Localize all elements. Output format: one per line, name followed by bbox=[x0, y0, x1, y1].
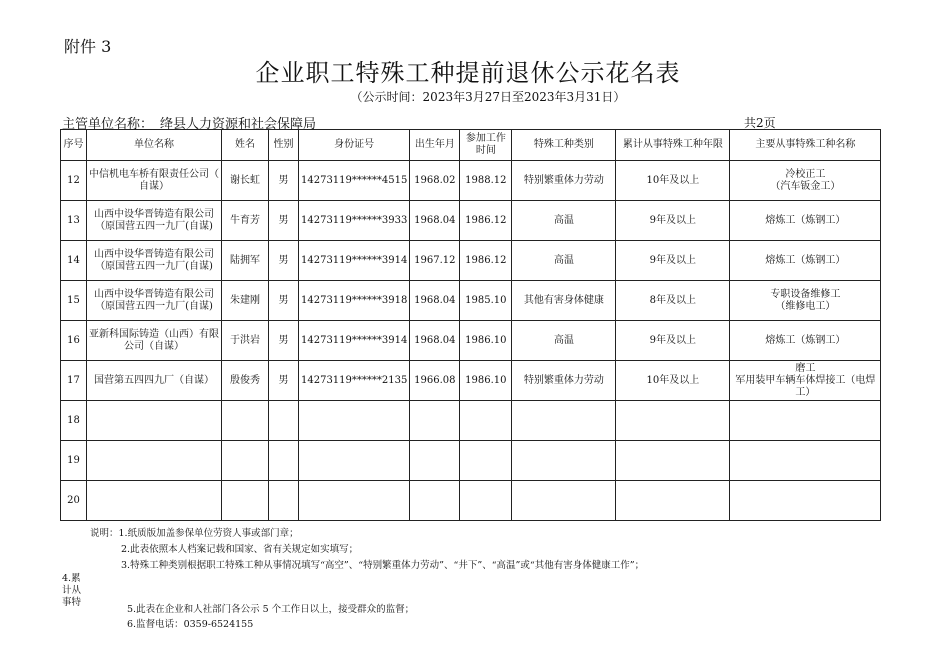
cell-job: 磨工 军用装甲车辆车体焊接工（电焊 工） bbox=[730, 361, 881, 401]
cell-id: 14273119******3914 bbox=[299, 241, 410, 281]
cell-work-start: 1986.12 bbox=[460, 201, 512, 241]
cell-seq: 13 bbox=[61, 201, 87, 241]
note-6: 6.监督电话：0359-6524155 bbox=[127, 619, 254, 630]
cell-unit: 国营第五四四九厂（自谋） bbox=[87, 361, 222, 401]
cell-years: 10年及以上 bbox=[616, 361, 730, 401]
cell-name bbox=[222, 481, 269, 521]
cell-gender bbox=[269, 481, 299, 521]
cell-years: 9年及以上 bbox=[616, 201, 730, 241]
cell-birth bbox=[410, 481, 460, 521]
cell-id bbox=[299, 401, 410, 441]
cell-years bbox=[616, 481, 730, 521]
cell-years: 8年及以上 bbox=[616, 281, 730, 321]
cell-gender: 男 bbox=[269, 281, 299, 321]
cell-unit bbox=[87, 441, 222, 481]
cell-seq: 12 bbox=[61, 161, 87, 201]
table-row bbox=[61, 481, 881, 521]
cell-work-start: 1986.10 bbox=[460, 361, 512, 401]
table-row bbox=[61, 361, 881, 401]
cell-id: 14273119******3918 bbox=[299, 281, 410, 321]
cell-category: 高温 bbox=[512, 321, 616, 361]
col-header-id: 身份证号 bbox=[299, 130, 410, 161]
cell-job bbox=[730, 481, 881, 521]
col-header-birth: 出生年月 bbox=[410, 130, 460, 161]
cell-work-start: 1985.10 bbox=[460, 281, 512, 321]
col-header-job: 主要从事特殊工种名称 bbox=[730, 130, 881, 161]
cell-id: 14273119******2135 bbox=[299, 361, 410, 401]
page-title: 企业职工特殊工种提前退休公示花名表 bbox=[255, 59, 681, 87]
cell-id bbox=[299, 441, 410, 481]
cell-category bbox=[512, 401, 616, 441]
table-row bbox=[61, 161, 881, 201]
cell-gender bbox=[269, 401, 299, 441]
unit-name-label: 主管单位名称： bbox=[62, 117, 154, 132]
col-header-unit: 单位名称 bbox=[87, 130, 222, 161]
cell-birth: 1968.02 bbox=[410, 161, 460, 201]
col-header-work-start: 参加工作 时间 bbox=[460, 130, 512, 161]
cell-category bbox=[512, 441, 616, 481]
cell-work-start bbox=[460, 481, 512, 521]
cell-job: 专职设备维修工 （维修电工） bbox=[730, 281, 881, 321]
cell-job bbox=[730, 401, 881, 441]
cell-birth: 1968.04 bbox=[410, 321, 460, 361]
cell-unit: 山西中设华晋铸造有限公司 （原国营五四一九厂(自谋) bbox=[87, 201, 222, 241]
cell-name bbox=[222, 401, 269, 441]
cell-work-start bbox=[460, 441, 512, 481]
cell-seq: 16 bbox=[61, 321, 87, 361]
cell-gender: 男 bbox=[269, 241, 299, 281]
cell-name: 牛育芳 bbox=[222, 201, 269, 241]
cell-category: 特别繁重体力劳动 bbox=[512, 361, 616, 401]
table-row bbox=[61, 241, 881, 281]
cell-years: 9年及以上 bbox=[616, 241, 730, 281]
cell-name: 谢长虹 bbox=[222, 161, 269, 201]
cell-seq: 20 bbox=[61, 481, 87, 521]
cell-gender bbox=[269, 441, 299, 481]
cell-work-start: 1986.12 bbox=[460, 241, 512, 281]
table-row bbox=[61, 321, 881, 361]
cell-name: 殷俊秀 bbox=[222, 361, 269, 401]
note-3: 3.特殊工种类别根据职工特殊工种从事情况填写“高空”、“特别繁重体力劳动”、“井下”、“高温”或“其他有害身体健康工作”； bbox=[121, 560, 645, 571]
cell-name: 陆拥军 bbox=[222, 241, 269, 281]
cell-id: 14273119******3914 bbox=[299, 321, 410, 361]
cell-unit bbox=[87, 481, 222, 521]
table-row bbox=[61, 401, 881, 441]
cell-work-start: 1986.10 bbox=[460, 321, 512, 361]
publicity-period: （公示时间：2023年3月27日至2023年3月31日） bbox=[350, 90, 626, 104]
table-row bbox=[61, 201, 881, 241]
cell-id bbox=[299, 481, 410, 521]
cell-years: 9年及以上 bbox=[616, 321, 730, 361]
cell-seq: 15 bbox=[61, 281, 87, 321]
cell-seq: 19 bbox=[61, 441, 87, 481]
cell-gender: 男 bbox=[269, 361, 299, 401]
cell-job: 冷校正工 （汽车钣金工） bbox=[730, 161, 881, 201]
cell-birth: 1968.04 bbox=[410, 281, 460, 321]
note-5: 5.此表在企业和人社部门各公示 5 个工作日以上，接受群众的监督； bbox=[127, 604, 415, 615]
cell-unit: 亚新科国际铸造（山西）有限 公司（自谋） bbox=[87, 321, 222, 361]
cell-gender: 男 bbox=[269, 161, 299, 201]
cell-birth: 1967.12 bbox=[410, 241, 460, 281]
cell-category: 其他有害身体健康 bbox=[512, 281, 616, 321]
table-header-row bbox=[61, 130, 881, 161]
cell-years: 10年及以上 bbox=[616, 161, 730, 201]
unit-name-value: 绛县人力资源和社会保障局 bbox=[160, 117, 317, 132]
cell-birth bbox=[410, 441, 460, 481]
col-header-name: 姓名 bbox=[222, 130, 269, 161]
cell-job: 熔炼工（炼钢工） bbox=[730, 321, 881, 361]
cell-category: 特别繁重体力劳动 bbox=[512, 161, 616, 201]
page-count: 共2页 bbox=[744, 116, 776, 130]
cell-gender: 男 bbox=[269, 201, 299, 241]
note-4: 4.累 计从 事特 bbox=[62, 573, 82, 608]
cell-category: 高温 bbox=[512, 241, 616, 281]
cell-name bbox=[222, 441, 269, 481]
cell-years bbox=[616, 441, 730, 481]
col-header-seq: 序号 bbox=[61, 130, 87, 161]
roster-table bbox=[60, 129, 881, 521]
cell-name: 于洪岩 bbox=[222, 321, 269, 361]
note-1: 说明：1.纸质版加盖参保单位劳资人事或部门章； bbox=[90, 528, 299, 539]
cell-unit: 中信机电车桥有限责任公司（ 自谋） bbox=[87, 161, 222, 201]
cell-seq: 17 bbox=[61, 361, 87, 401]
cell-birth: 1968.04 bbox=[410, 201, 460, 241]
cell-unit: 山西中设华晋铸造有限公司 （原国营五四一九厂(自谋) bbox=[87, 281, 222, 321]
cell-job: 熔炼工（炼钢工） bbox=[730, 241, 881, 281]
cell-category: 高温 bbox=[512, 201, 616, 241]
attachment-label: 附件 3 bbox=[64, 37, 112, 56]
cell-job bbox=[730, 441, 881, 481]
table-row bbox=[61, 441, 881, 481]
cell-birth: 1966.08 bbox=[410, 361, 460, 401]
cell-work-start bbox=[460, 401, 512, 441]
cell-seq: 18 bbox=[61, 401, 87, 441]
cell-category bbox=[512, 481, 616, 521]
cell-unit bbox=[87, 401, 222, 441]
col-header-category: 特殊工种类别 bbox=[512, 130, 616, 161]
cell-years bbox=[616, 401, 730, 441]
cell-gender: 男 bbox=[269, 321, 299, 361]
col-header-years: 累计从事特殊工种年限 bbox=[616, 130, 730, 161]
cell-seq: 14 bbox=[61, 241, 87, 281]
cell-work-start: 1988.12 bbox=[460, 161, 512, 201]
note-2: 2.此表依照本人档案记载和国家、省有关规定如实填写； bbox=[121, 544, 359, 555]
cell-job: 熔炼工（炼钢工） bbox=[730, 201, 881, 241]
cell-id: 14273119******3933 bbox=[299, 201, 410, 241]
cell-name: 朱建刚 bbox=[222, 281, 269, 321]
cell-birth bbox=[410, 401, 460, 441]
cell-unit: 山西中设华晋铸造有限公司 （原国营五四一九厂(自谋) bbox=[87, 241, 222, 281]
col-header-gender: 性别 bbox=[269, 130, 299, 161]
table-row bbox=[61, 281, 881, 321]
cell-id: 14273119******4515 bbox=[299, 161, 410, 201]
